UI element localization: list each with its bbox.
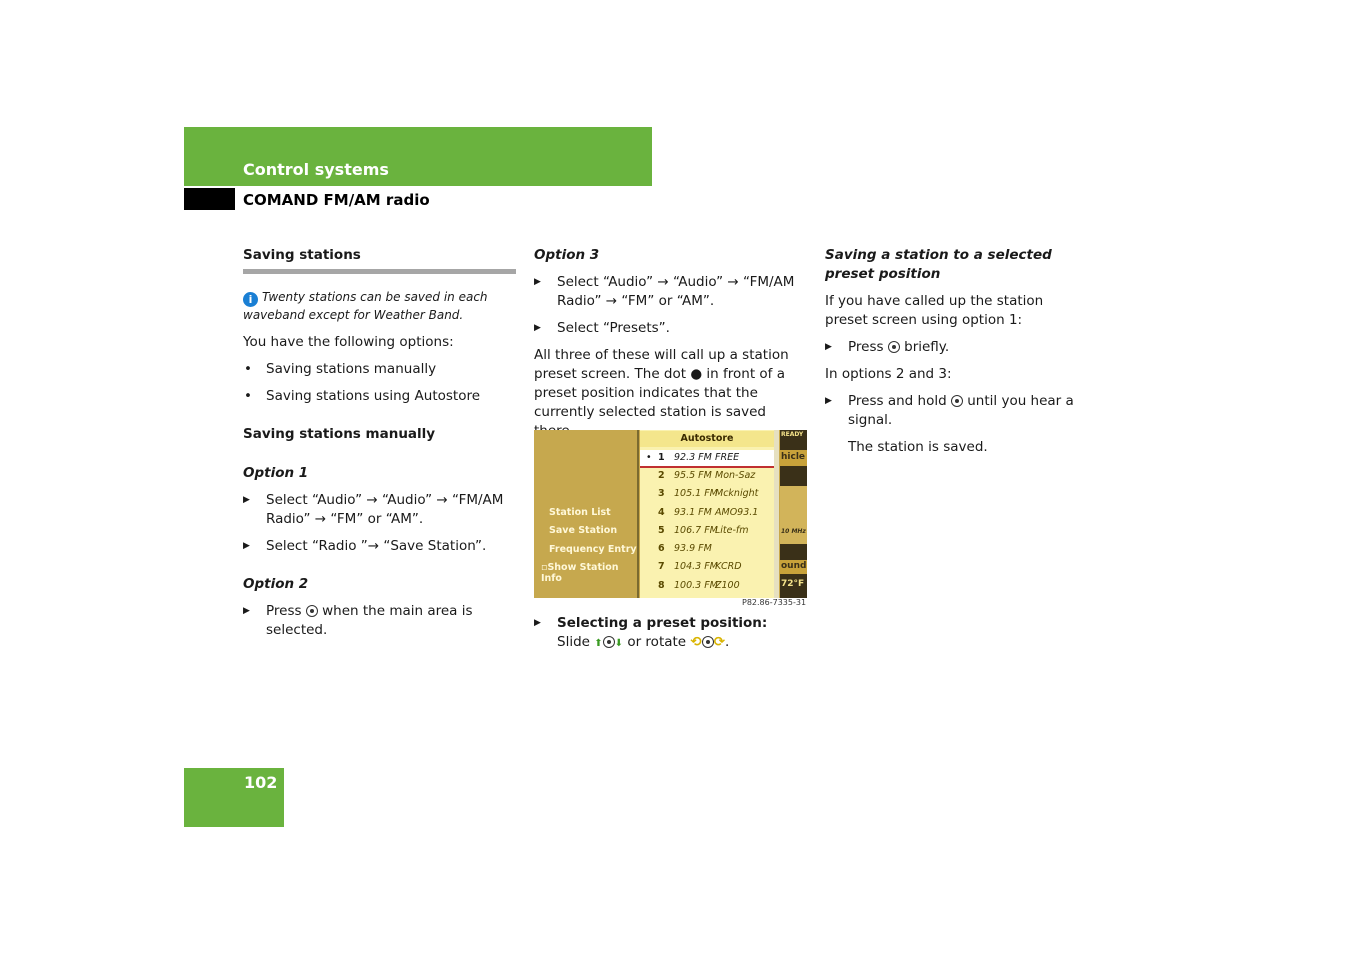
save-preset-heading: Saving a station to a selected preset position xyxy=(825,247,1052,282)
preset-list xyxy=(640,430,774,598)
step-item: ▶ Select “Audio” → “Audio” → “FM/AM Radio” → “FM” or “AM”. xyxy=(243,492,504,527)
step-item: ▶ Press briefly. xyxy=(825,339,950,355)
result-text: The station is saved. xyxy=(848,439,988,455)
step-item: ▶ Press when the main area is selected. xyxy=(243,603,473,638)
status-freq: 10 MHz xyxy=(781,528,806,535)
column-left xyxy=(243,246,516,640)
menu-item-station-list: Station List xyxy=(549,507,611,518)
preset-row: 6 93.9 FM xyxy=(658,543,712,554)
step-item: ▶ Select “Radio ”→ “Save Station”. xyxy=(243,538,487,554)
options-2-3-intro: In options 2 and 3: xyxy=(825,366,952,382)
section-title: COMAND FM/AM radio xyxy=(243,191,430,209)
slide-down-icon: ⬇ xyxy=(614,638,624,649)
rotate-left-icon: ⟲ xyxy=(690,634,702,650)
preset-list-header: Autostore xyxy=(640,431,774,447)
heading-rule xyxy=(243,269,516,274)
controller-knob-icon xyxy=(951,395,963,407)
rotate-right-icon: ⟳ xyxy=(713,634,726,650)
preset-row: 3 105.1 FM Mcknight xyxy=(658,488,759,499)
info-icon: i xyxy=(243,292,258,307)
preset-row: 4 93.1 FM AMO93.1 xyxy=(658,507,759,518)
preset-paragraph: All three of these will call up a station preset screen. The dot ● in front of a preset position indicates that the currently selected station is saved xyxy=(534,347,789,420)
menu-item-show-station-info: ▫Show Station Info xyxy=(541,562,619,584)
menu-item-frequency-entry: Frequency Entry xyxy=(549,544,637,555)
status-sound: ound xyxy=(781,561,807,571)
option3-heading: Option 3 xyxy=(534,247,600,263)
column-right xyxy=(825,246,1085,457)
status-ready: READY xyxy=(781,431,804,438)
step-item: ▶ Select “Audio” → “Audio” → “FM/AM Radio” → “FM” or “AM”. xyxy=(534,274,795,309)
list-item: • Saving stations manually xyxy=(244,361,437,377)
status-temperature: 72°F xyxy=(781,579,805,589)
option1-heading: Option 1 xyxy=(243,465,309,481)
option2-heading: Option 2 xyxy=(243,576,309,592)
preset-dot-icon: ● xyxy=(690,366,703,382)
page-number: 102 xyxy=(244,773,278,792)
select-instruction xyxy=(534,614,807,653)
saving-stations-heading: Saving stations xyxy=(243,247,361,263)
preset-row: • 1 92.3 FM FREE xyxy=(640,450,774,468)
manual-heading: Saving stations manually xyxy=(243,426,436,442)
status-strip xyxy=(780,430,807,598)
status-block xyxy=(780,486,807,544)
preset-scrollbar xyxy=(774,430,779,598)
save-preset-intro: If you have called up the station preset screen using option 1: xyxy=(825,293,1044,328)
column-middle xyxy=(534,246,807,441)
step-item: ▶ Press and hold until you hear a signal. xyxy=(825,393,1074,428)
section-marker xyxy=(184,188,235,210)
info-note xyxy=(243,289,516,324)
step-item: ▶ Select “Presets”. xyxy=(534,320,670,336)
status-vehicle: hicle xyxy=(781,452,806,462)
preset-row: 2 95.5 FM Mon-Saz xyxy=(658,470,756,481)
info-note-text: Twenty stations can be saved in each waveband except for Weather Band. xyxy=(243,290,488,322)
preset-row: 7 104.3 FM KCRD xyxy=(658,561,742,572)
preset-row: 5 106.7 FM Lite-fm xyxy=(658,525,749,536)
radio-menu xyxy=(534,430,639,598)
controller-knob-icon xyxy=(702,636,714,648)
slide-up-icon: ⬆ xyxy=(594,638,603,649)
preset-row: 8 100.3 FM Z100 xyxy=(658,580,740,591)
options-intro: You have the following options: xyxy=(243,334,454,350)
radio-screen-image xyxy=(534,430,807,598)
controller-knob-icon xyxy=(603,636,615,648)
controller-knob-icon xyxy=(306,605,318,617)
list-item: • Saving stations using Autostore xyxy=(244,388,481,404)
controller-knob-icon xyxy=(888,341,900,353)
chapter-title: Control systems xyxy=(243,160,389,179)
menu-item-save-station: Save Station xyxy=(549,525,618,536)
image-code: P82.86-7335-31 xyxy=(742,598,807,607)
step-item: ▶ Selecting a preset position: Slide ⬆ ⬇ or rotate ⟲ ⟳. xyxy=(534,615,768,650)
